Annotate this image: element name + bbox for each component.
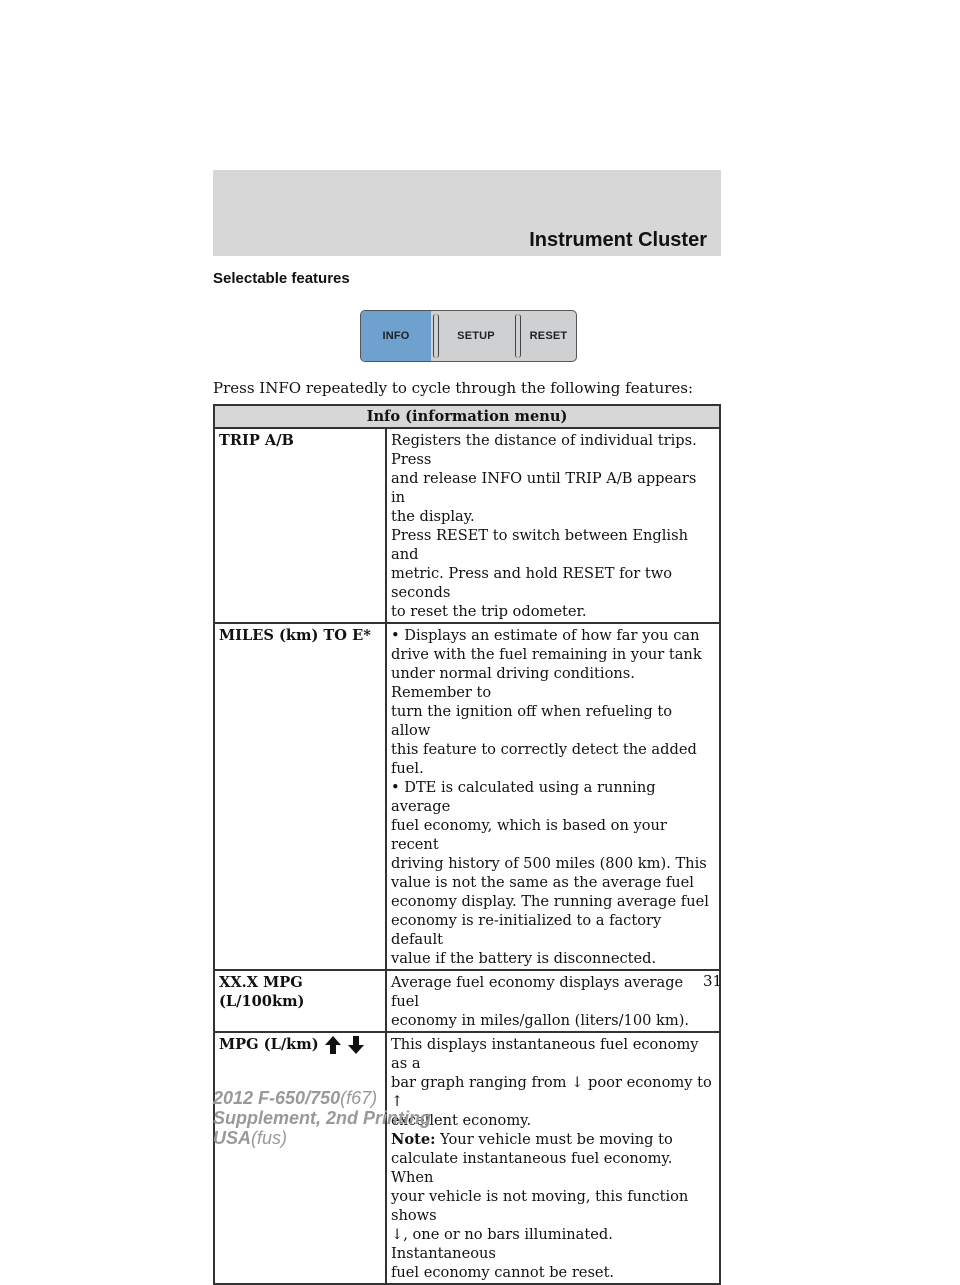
- desc-line: This displays instantaneous fuel economy as a: [391, 1036, 699, 1072]
- note-text: Your vehicle must be moving to: [440, 1131, 673, 1148]
- arrow-up-icon: [324, 1035, 342, 1055]
- desc-line: value is not the same as the average fuel: [391, 874, 694, 891]
- reset-button: RESET: [529, 330, 568, 342]
- table-row: [214, 970, 720, 1032]
- footer: [213, 1088, 431, 1148]
- table-header-row: [214, 405, 720, 428]
- term-text: MPG (L/km): [219, 1036, 319, 1053]
- down-arrow-glyph-icon: ↓: [391, 1226, 404, 1243]
- feature-description: [386, 1032, 720, 1284]
- footer-code: (f67): [340, 1088, 378, 1108]
- button-separator: [431, 311, 439, 361]
- note-line: [391, 1130, 715, 1149]
- feature-term: MILES (km) TO E*: [214, 623, 386, 970]
- desc-line: Average fuel economy displays average fuel: [391, 974, 684, 1010]
- desc-line: and release INFO until TRIP A/B appears in: [391, 470, 697, 506]
- feature-description: [386, 623, 720, 970]
- feature-description: [386, 970, 723, 1032]
- info-button: INFO: [361, 311, 431, 361]
- desc-line: value if the battery is disconnected.: [391, 950, 657, 967]
- footer-market: USA: [213, 1128, 252, 1148]
- setup-button: SETUP: [457, 330, 495, 342]
- feature-description: [386, 428, 720, 623]
- desc-line: to reset the trip odometer.: [391, 603, 587, 620]
- intro-text: Press INFO repeatedly to cycle through the following features:: [213, 379, 694, 397]
- desc-line: this feature to correctly detect the added fuel.: [391, 741, 697, 777]
- desc-line: economy display. The running average fuel: [391, 893, 709, 910]
- note-label: Note:: [391, 1131, 436, 1148]
- table-header: Info (information menu): [214, 405, 720, 428]
- desc-line: Press RESET to switch between English and: [391, 527, 688, 563]
- footer-line: [213, 1088, 431, 1108]
- term-line: (L/100km): [219, 993, 305, 1010]
- up-arrow-glyph-icon: ↑: [391, 1093, 404, 1110]
- arrow-down-icon: [347, 1035, 365, 1055]
- header-band: [213, 170, 721, 256]
- desc-line: calculate instantaneous fuel economy. When: [391, 1150, 673, 1186]
- desc-line: Registers the distance of individual trips. Press: [391, 432, 697, 468]
- desc-fragment: poor economy to: [588, 1074, 712, 1091]
- desc-line: drive with the fuel remaining in your tank: [391, 646, 702, 663]
- table-row: [214, 623, 720, 970]
- desc-fragment: bar graph ranging from: [391, 1074, 567, 1091]
- desc-line: the display.: [391, 508, 475, 525]
- desc-line: driving history of 500 miles (800 km). This: [391, 855, 707, 872]
- down-arrow-glyph-icon: ↓: [571, 1074, 584, 1091]
- desc-line: • DTE is calculated using a running average: [391, 779, 656, 815]
- footer-line: [213, 1128, 431, 1148]
- feature-term: TRIP A/B: [214, 428, 386, 623]
- footer-model: 2012 F-650/750: [213, 1088, 341, 1108]
- desc-line: economy is re-initialized to a factory default: [391, 912, 662, 948]
- desc-fragment: , one or no bars illuminated. Instantaneous: [391, 1226, 613, 1262]
- page-title: Instrument Cluster: [529, 229, 707, 251]
- section-heading: Selectable features: [213, 270, 350, 287]
- feature-term: [214, 1032, 386, 1284]
- desc-line: [391, 1073, 715, 1111]
- table-row: [214, 428, 720, 623]
- desc-line: excellent economy.: [391, 1112, 532, 1129]
- desc-line: [391, 1225, 715, 1263]
- feature-term: [214, 970, 386, 1032]
- table-row: [214, 1032, 720, 1284]
- button-separator: [513, 311, 521, 361]
- desc-line: turn the ignition off when refueling to allow: [391, 703, 673, 739]
- desc-line: your vehicle is not moving, this function shows: [391, 1188, 689, 1224]
- desc-line: under normal driving conditions. Remember to: [391, 665, 635, 701]
- control-buttons-illustration: [360, 310, 577, 362]
- footer-line: [213, 1108, 431, 1128]
- desc-line: • Displays an estimate of how far you can: [391, 627, 700, 644]
- features-table: [213, 404, 721, 1285]
- page-number: 31: [703, 972, 723, 990]
- term-line: XX.X MPG: [219, 974, 303, 991]
- footer-market-code: (fus): [251, 1128, 288, 1148]
- desc-line: fuel economy, which is based on your recent: [391, 817, 667, 853]
- desc-line: fuel economy cannot be reset.: [391, 1264, 615, 1281]
- desc-line: economy in miles/gallon (liters/100 km).: [391, 1012, 690, 1029]
- desc-line: metric. Press and hold RESET for two seconds: [391, 565, 673, 601]
- footer-supplement: Supplement, 2nd Printing: [213, 1108, 432, 1128]
